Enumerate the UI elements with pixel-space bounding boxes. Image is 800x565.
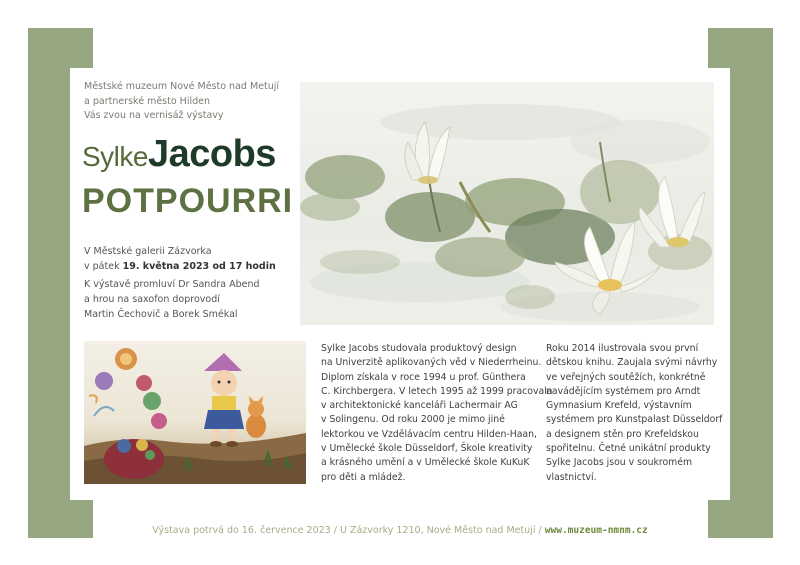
bio-line: pro děti a mládež. <box>321 471 406 483</box>
artist-first-name: Sylke <box>82 141 148 172</box>
intro-line: Vás zvou na vernisáž výstavy <box>84 110 224 121</box>
exhibition-title: POTPOURRI <box>82 182 294 220</box>
bio-line: C. Kirchbergera. V letech 1995 až 1999 pracovala <box>321 385 553 397</box>
bio-line: ve veřejných soutěžích, konkrétně <box>546 371 706 383</box>
bio-line: v Solingenu. Od roku 2000 je mimo jiné <box>321 414 505 426</box>
biography-column-1 <box>321 342 552 485</box>
bio-line: na Univerzitě aplikovaných věd v Niederrheinu. <box>321 357 542 369</box>
biography-column-2 <box>546 342 722 485</box>
date-prefix: v pátek <box>84 261 120 272</box>
bio-line: v architektonické kanceláři Lachermair AG <box>321 400 518 412</box>
artist-name <box>82 133 276 176</box>
museum-website-link[interactable]: www.muzeum-nmnm.cz <box>544 525 648 536</box>
intro-line: a partnerské město Hilden <box>84 95 210 107</box>
childrens-book-illustration <box>84 341 306 484</box>
speakers-line: a hrou na saxofon doprovodí <box>84 294 220 305</box>
bio-line: v Umělecké škole Düsseldorf, Škole kreativity <box>321 443 533 455</box>
event-date: 19. května 2023 od 17 hodin <box>122 261 276 272</box>
footer <box>0 525 800 536</box>
bio-line: Gymnasium Krefeld, výstavním <box>546 400 692 412</box>
bio-line: navádějícím systémem pro Arndt <box>546 385 701 397</box>
footer-info: Výstava potrvá do 16. července 2023 / U Zázvorky 1210, Nové Město nad Metují / <box>152 525 542 536</box>
speakers-line: K výstavě promluví Dr Sandra Abend <box>84 279 260 290</box>
bio-line: lektorkou ve Vzdělávacím centru Hilden-Haan, <box>321 428 537 440</box>
invitation-intro <box>84 80 294 124</box>
bio-line: Sylke Jacobs jsou v soukromém <box>546 457 693 469</box>
bio-line: Roku 2014 ilustrovala svou první <box>546 343 699 354</box>
venue-line: V Městské galerii Zázvorka <box>84 246 212 257</box>
bio-line: a designem stěn pro Krefeldskou <box>546 428 699 440</box>
artist-last-name: Jacobs <box>147 133 276 175</box>
intro-line: Městské muzeum Nové Město nad Metují <box>84 81 280 92</box>
bio-line: Diplom získala v roce 1994 u prof. Günthera <box>321 371 526 383</box>
date-line <box>84 259 299 274</box>
bio-line: dětskou knihu. Zaujala svými návrhy <box>546 357 718 369</box>
bio-line: spořitelnu. Četné unikátní produkty <box>546 443 711 455</box>
bio-line: a krásného umění a v Umělecké škole KuKuK <box>321 457 530 469</box>
event-details <box>84 244 299 322</box>
water-lily-painting <box>300 82 714 325</box>
speakers-line: Martin Čechovič a Borek Smékal <box>84 309 238 320</box>
bio-line: vlastnictví. <box>546 471 597 483</box>
bio-line: systémem pro Kunstpalast Düsseldorf <box>546 414 723 426</box>
bio-line: Sylke Jacobs studovala produktový design <box>321 343 517 354</box>
